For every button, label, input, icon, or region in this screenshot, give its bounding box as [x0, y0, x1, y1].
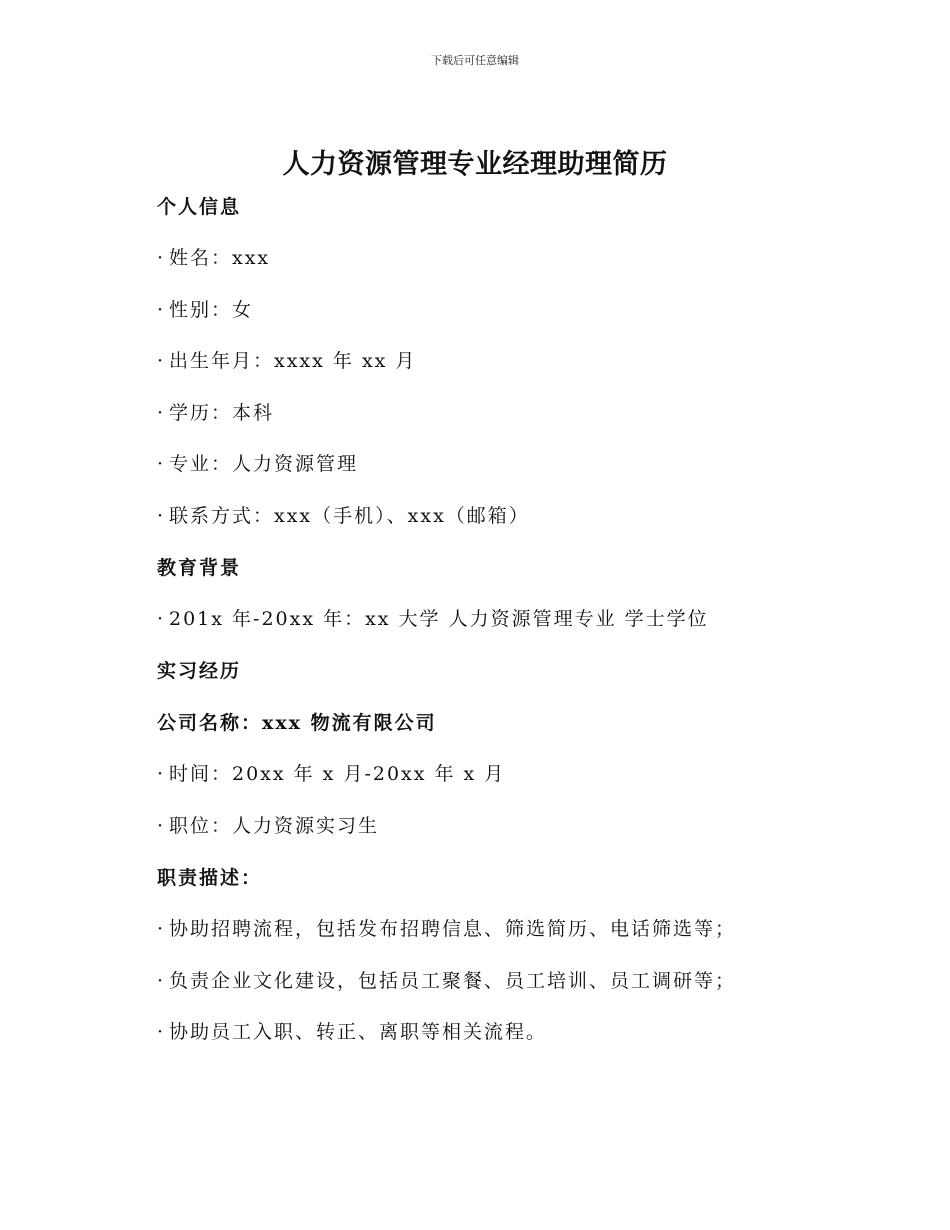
duty-item-culture	[157, 968, 736, 994]
duty-item-recruiting	[157, 916, 736, 942]
bullet-glyph: ·	[157, 763, 164, 785]
duty-item-text: 协助招聘流程，包括发布招聘信息、筛选简历、电话筛选等；	[169, 918, 737, 940]
section-heading-duties: 职责描述：	[157, 867, 263, 889]
personal-item-text: 出生年月：xxxx 年 xx 月	[169, 350, 417, 372]
personal-item-text: 专业：人力资源管理	[169, 453, 359, 475]
section-heading-personal: 个人信息	[157, 196, 242, 218]
personal-item-birth	[157, 348, 416, 374]
bullet-glyph: ·	[157, 453, 164, 475]
personal-item-contact	[157, 503, 530, 529]
bullet-glyph: ·	[157, 402, 164, 424]
personal-item-text: 联系方式：xxx（手机）、xxx（邮箱）	[169, 505, 530, 527]
personal-item-degree	[157, 400, 274, 426]
internship-company: 公司名称：xxx 物流有限公司	[157, 712, 437, 734]
page-header-note: 下载后可任意编辑	[431, 54, 519, 67]
personal-item-text: 性别：女	[169, 299, 254, 321]
bullet-glyph: ·	[157, 1021, 164, 1043]
personal-item-text: 姓名：xxx	[169, 247, 271, 269]
bullet-glyph: ·	[157, 970, 164, 992]
bullet-glyph: ·	[157, 918, 164, 940]
personal-item-name	[157, 245, 270, 271]
education-item	[157, 606, 709, 632]
section-heading-education: 教育背景	[157, 557, 242, 579]
section-heading-internship: 实习经历	[157, 660, 242, 682]
bullet-glyph: ·	[157, 815, 164, 837]
bullet-glyph: ·	[157, 247, 164, 269]
internship-item-text: 职位：人力资源实习生	[169, 815, 380, 837]
bullet-glyph: ·	[157, 299, 164, 321]
internship-item-text: 时间：20xx 年 x 月-20xx 年 x 月	[169, 763, 506, 785]
internship-item-time	[157, 761, 505, 787]
document-title: 人力资源管理专业经理助理简历	[282, 149, 668, 180]
internship-item-position	[157, 813, 379, 839]
duty-item-onboarding	[157, 1019, 547, 1045]
personal-item-gender	[157, 297, 253, 323]
bullet-glyph: ·	[157, 608, 164, 630]
bullet-glyph: ·	[157, 350, 164, 372]
personal-item-text: 学历：本科	[169, 402, 275, 424]
personal-item-major	[157, 451, 358, 477]
education-item-text: 201x 年-20xx 年：xx 大学 人力资源管理专业 学士学位	[169, 608, 709, 630]
duty-item-text: 负责企业文化建设，包括员工聚餐、员工培训、员工调研等；	[169, 970, 737, 992]
bullet-glyph: ·	[157, 505, 164, 527]
duty-item-text: 协助员工入职、转正、离职等相关流程。	[169, 1021, 548, 1043]
